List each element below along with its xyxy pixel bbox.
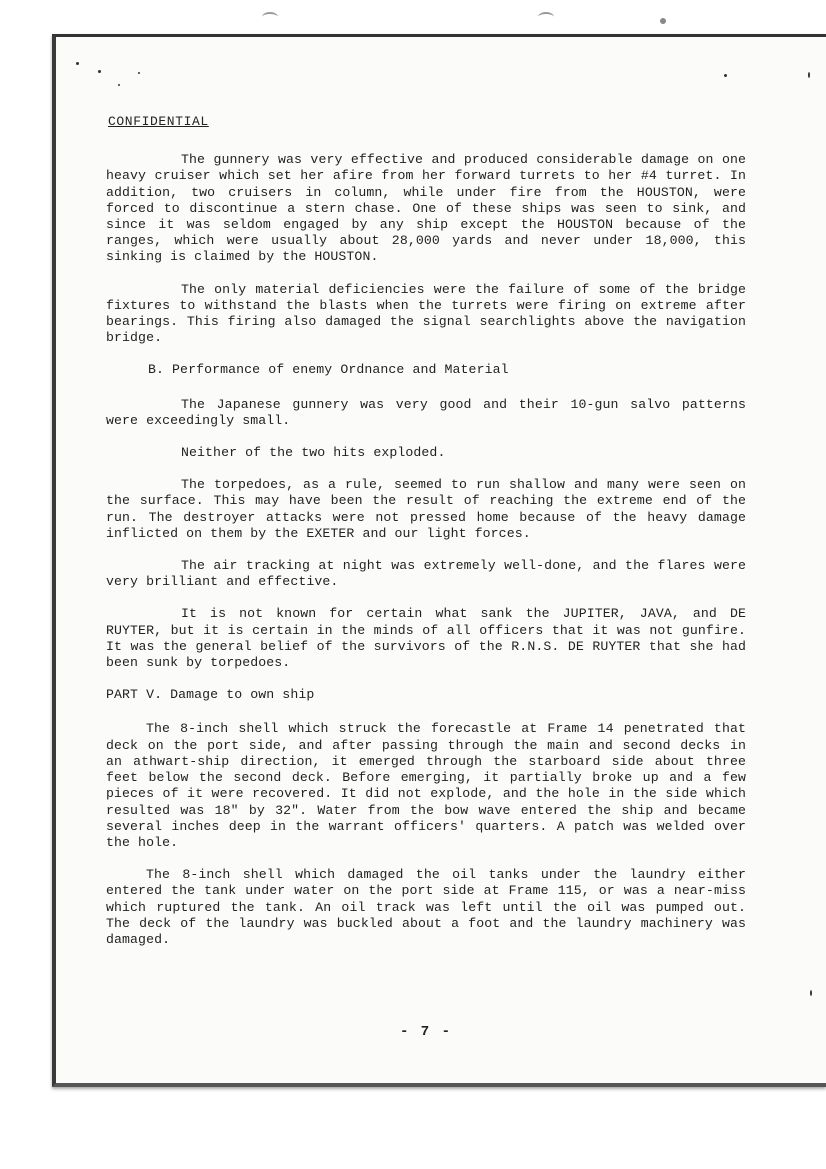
page-speck [118,84,120,86]
paragraph: The air tracking at night was extremely well-done, and the flares were very brilliant and effective. [106,558,746,590]
page-number: - 7 - [400,1024,453,1040]
paragraph: The gunnery was very effective and produced considerable damage on one heavy cruiser which set her afire from her forward turrets to her #4 turret. In addition, two cruisers in column, while under fire from the HOUSTON, were forced to discontinue a stern chase. One of these ships was seen to sink, and since it was seldom engaged by any ship except the HOUSTON because of the ranges, which were usually about 28,000 yards and never under 18,000, this sinking is claimed by the HOUSTON. [106,152,746,265]
page-speck [660,18,666,24]
page-speck [76,62,79,65]
page-speck [98,70,101,73]
binder-hole-mark [538,12,554,22]
page-speck [810,990,812,996]
paragraph: The 8-inch shell which struck the forecastle at Frame 14 penetrated that deck on the port side, and after passing through the main and second decks in an athwart-ship direction, it emerged through the starboard side about three feet below the second deck. Before emerging, it partially broke up and a few pieces of it were recovered. It did not explode, and the hole in the side which resulted was 18" by 32". Water from the bow wave entered the ship and became several inches deep in the warrant officers' quarters. A patch was welded over the hole. [106,721,746,850]
page-speck [724,74,727,77]
document-body [106,114,746,964]
binder-hole-mark [262,12,278,22]
paragraph: Neither of the two hits exploded. [181,445,446,461]
paragraph: The Japanese gunnery was very good and their 10-gun salvo patterns were exceedingly small. [106,396,746,428]
page-speck [808,72,810,78]
paragraph: The only material deficiencies were the failure of some of the bridge fixtures to withstand the blasts when the turrets were firing on extreme after bearings. This firing also damaged the signal searchlights above the navigation bridge. [106,281,746,346]
paragraph: The torpedoes, as a rule, seemed to run shallow and many were seen on the surface. This may have been the result of reaching the extreme end of the run. The destroyer attacks were not pressed home because of the heavy damage inflicted on them by the EXETER and our light forces. [106,477,746,541]
part-v-heading: PART V. Damage to own ship [106,687,315,703]
classification-heading: CONFIDENTIAL [108,114,209,129]
paragraph: The 8-inch shell which damaged the oil tanks under the laundry either entered the tank under water on the port side at Frame 115, or was a near-miss which ruptured the tank. An oil track was left until the oil was pumped out. The deck of the laundry was buckled about a foot and the laundry machinery was damaged. [106,867,746,947]
paragraph: It is not known for certain what sank the JUPITER, JAVA, and DE RUYTER, but it is certain in the minds of all officers that it was not gunfire. It was the general belief of the survivors of the R.N.S. DE RUYTER that she had been sunk by torpedoes. [106,606,746,671]
page-speck [138,72,140,74]
section-heading-b: B. Performance of enemy Ordnance and Material [148,362,509,378]
